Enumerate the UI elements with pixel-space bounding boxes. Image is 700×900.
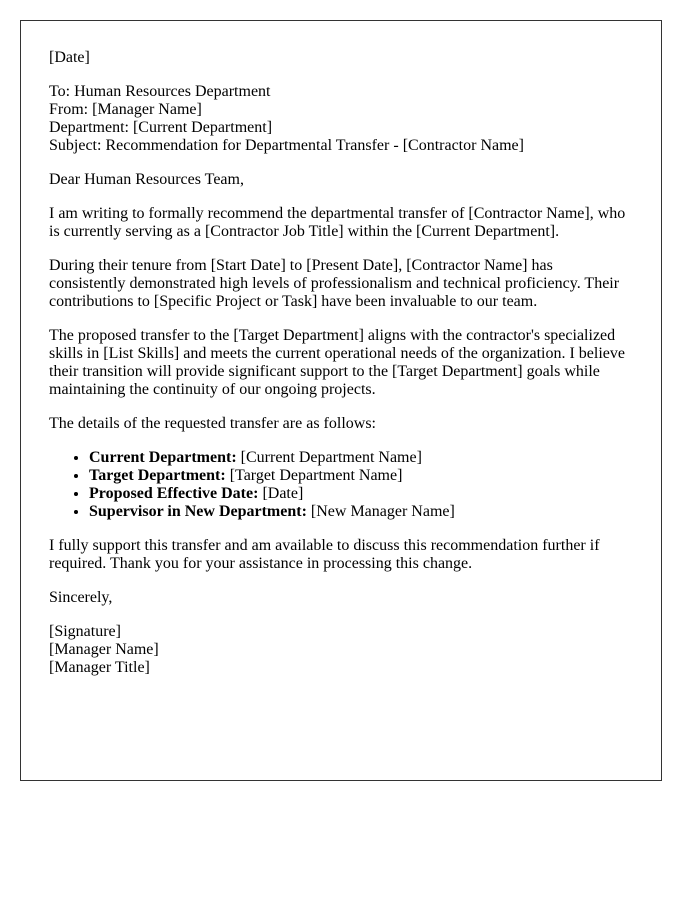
detail-value: [Current Department Name] <box>236 449 422 466</box>
closing-paragraph: I fully support this transfer and am available to discuss this recommendation further if required. Thank you for your assistance in processing this change. <box>49 537 600 572</box>
signature: [Signature] <box>49 623 121 640</box>
list-item <box>89 449 632 467</box>
detail-label: Current Department: <box>89 449 237 466</box>
letter-header <box>49 83 632 155</box>
detail-label: Supervisor in New Department: <box>89 503 307 520</box>
manager-title: [Manager Title] <box>49 659 150 676</box>
department-line: Department: [Current Department] <box>49 119 273 136</box>
subject-line: Subject: Recommendation for Departmental Transfer - [Contractor Name] <box>49 137 524 154</box>
letter-page <box>20 20 662 781</box>
closing: Sincerely, <box>49 589 113 606</box>
paragraph: During their tenure from [Start Date] to [Present Date], [Contractor Name] has consistently demonstrated high levels of professionalism and technical proficiency. Their contributions to [Specific Project or Task] have been invaluable to our team. <box>49 257 620 310</box>
paragraph: The details of the requested transfer are as follows: <box>49 415 376 432</box>
paragraph: I am writing to formally recommend the departmental transfer of [Contractor Name], who is currently serving as a [Contractor Job Title] within the [Current Department]. <box>49 205 626 240</box>
transfer-details-list <box>49 449 632 521</box>
detail-label: Proposed Effective Date: <box>89 485 259 502</box>
detail-label: Target Department: <box>89 467 226 484</box>
detail-value: [Target Department Name] <box>225 467 403 484</box>
manager-name: [Manager Name] <box>49 641 159 658</box>
list-item <box>89 503 632 521</box>
to-line: To: Human Resources Department <box>49 83 271 100</box>
list-item <box>89 485 632 503</box>
from-line: From: [Manager Name] <box>49 101 202 118</box>
salutation: Dear Human Resources Team, <box>49 171 244 188</box>
detail-value: [Date] <box>258 485 304 502</box>
list-item <box>89 467 632 485</box>
letter-date: [Date] <box>49 49 90 66</box>
detail-value: [New Manager Name] <box>306 503 455 520</box>
paragraph: The proposed transfer to the [Target Department] aligns with the contractor's specialized skills in [List Skills] and meets the current operational needs of the organization. I believe their transition will provide significant support to the [Target Department] goals while maintaining the continuity of our ongoing projects. <box>49 327 625 398</box>
signature-block <box>49 623 632 677</box>
